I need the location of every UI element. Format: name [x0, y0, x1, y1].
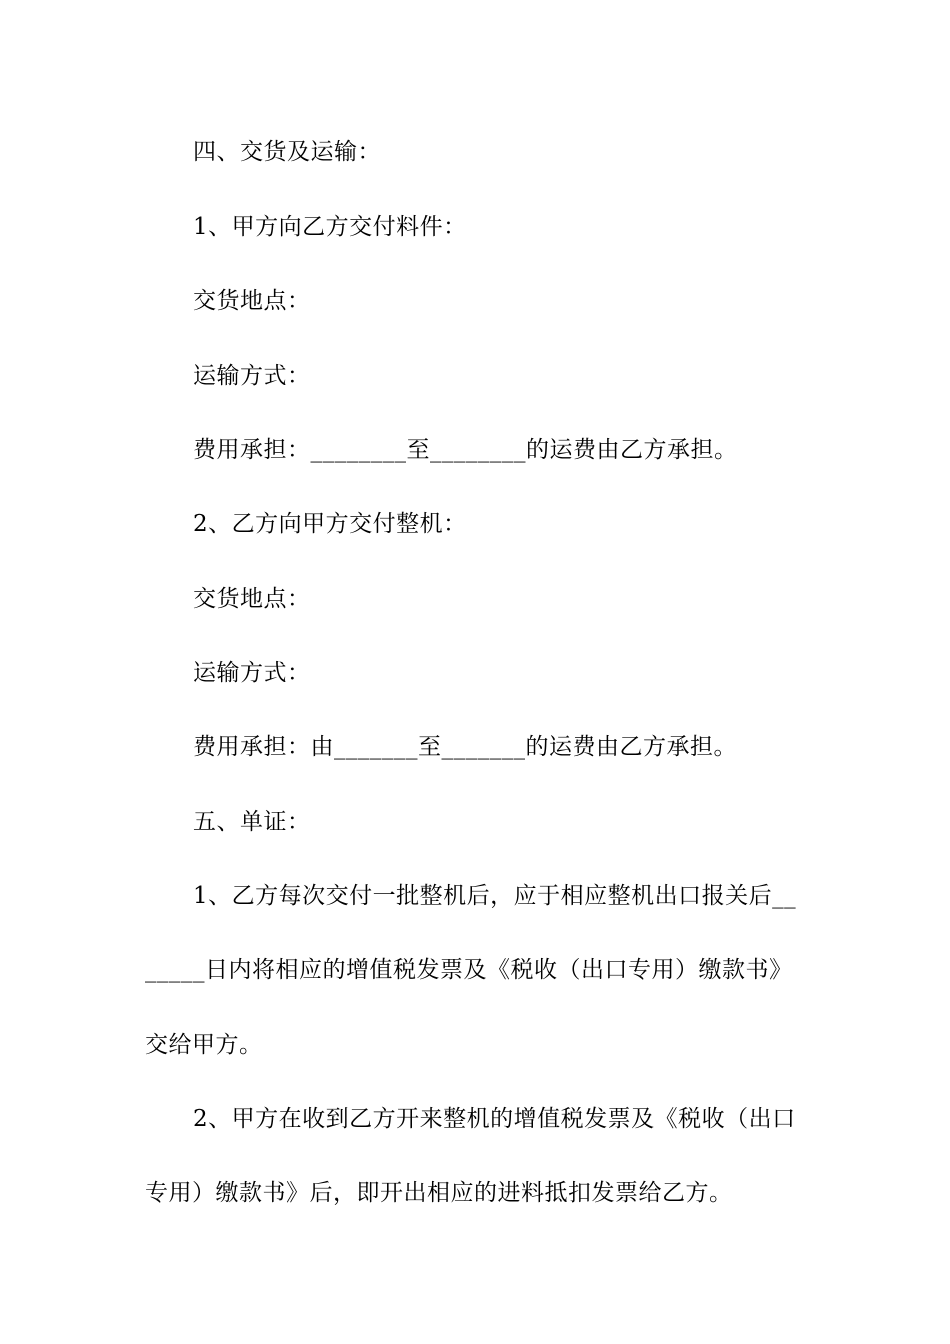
cost-bearing-line: 费用承担：由_______至_______的运费由乙方承担。 — [193, 734, 737, 760]
clause-1-heading: 1、甲方向乙方交付料件： — [193, 214, 467, 240]
section-heading-documents: 五、单证： — [193, 809, 311, 835]
paragraph-line: 专用）缴款书》后，即开出相应的进料抵扣发票给乙方。 — [145, 1180, 733, 1206]
transport-method-label: 运输方式： — [193, 363, 311, 389]
paragraph-line: _____日内将相应的增值税发票及《税收（出口专用）缴款书》 — [145, 957, 793, 983]
paragraph-line: 2、甲方在收到乙方开来整机的增值税发票及《税收（出口 — [193, 1106, 796, 1132]
cost-bearing-line: 费用承担：________至________的运费由乙方承担。 — [193, 437, 738, 463]
clause-2-heading: 2、乙方向甲方交付整机： — [193, 511, 467, 537]
paragraph-line: 交给甲方。 — [145, 1032, 263, 1058]
transport-method-label: 运输方式： — [193, 660, 311, 686]
delivery-location-label: 交货地点： — [193, 288, 311, 314]
delivery-location-label: 交货地点： — [193, 586, 311, 612]
section-heading-delivery: 四、交货及运输： — [193, 139, 381, 165]
paragraph-line: 1、乙方每次交付一批整机后，应于相应整机出口报关后__ — [193, 883, 797, 909]
